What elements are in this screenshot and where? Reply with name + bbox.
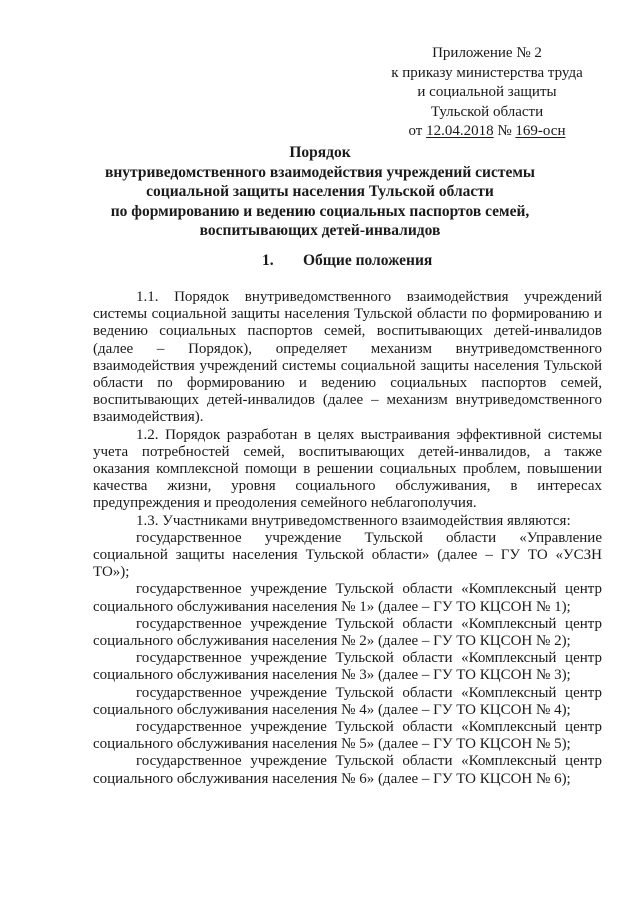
- appendix-title: Приложение № 2: [432, 45, 542, 61]
- title-line-4: по формированию и ведению социальных паспортов семей,: [110, 202, 530, 220]
- appendix-date-line: [372, 122, 602, 142]
- participant-item: государственное учреждение Тульской области «Комплексный центр социального обслуживания населения № 5» (далее – ГУ ТО КЦСОН № 5);: [93, 719, 602, 753]
- paragraph-1-3: 1.3. Участниками внутриведомственного взаимодействия являются:: [136, 512, 571, 529]
- document-body: [93, 289, 602, 788]
- order-date: 12.04.2018: [426, 123, 494, 139]
- participant-item: государственное учреждение Тульской области «Управление социальной защиты населения Тульской области» (далее – ГУ ТО «УСЗН ТО»);: [93, 529, 602, 581]
- title-line-2: внутриведомственного взаимодействия учреждений системы: [104, 163, 536, 181]
- participant-item: государственное учреждение Тульской области «Комплексный центр социального обслуживания населения № 6» (далее – ГУ ТО КЦСОН № 6);: [93, 753, 602, 787]
- date-prefix: от: [408, 123, 427, 139]
- participant-item: государственное учреждение Тульской области «Комплексный центр социального обслуживания населения № 3» (далее – ГУ ТО КЦСОН № 3);: [93, 650, 602, 684]
- participant-item: государственное учреждение Тульской области «Комплексный центр социального обслуживания населения № 2» (далее – ГУ ТО КЦСОН № 2);: [93, 615, 602, 650]
- section-number: 1.: [262, 252, 274, 269]
- order-number: 169-осн: [515, 123, 566, 139]
- paragraph-1-1: 1.1. Порядок внутриведомственного взаимодействия учреждений системы социальной защиты населения Тульской области по формированию и ведению социальных паспортов семей, воспитывающих детей-инвалидов (далее – Порядок), определяет механизм внутриведомственного взаимодействия учреждений системы социальной защиты населения Тульской области по формированию и ведению социальных паспортов семей, воспитывающих детей-инвалидов (далее – механизм внутриведомственного взаимодействия).: [93, 289, 602, 426]
- document-title: [90, 143, 550, 241]
- title-line-1: Порядок: [289, 144, 351, 161]
- number-prefix: №: [493, 123, 516, 139]
- appendix-header: [372, 44, 602, 142]
- paragraph-1-2: 1.2. Порядок разработан в целях выстраивания эффективной системы учета потребностей семей, воспитывающих детей-инвалидов, а также оказания комплексной помощи в решении социальных проблем, повышении качества жизни, уровня социального обслуживания, в интересах предупреждения и преодоления семейного неблагополучия.: [93, 426, 602, 512]
- participant-item: государственное учреждение Тульской области «Комплексный центр социального обслуживания населения № 1» (далее – ГУ ТО КЦСОН № 1);: [93, 581, 602, 615]
- appendix-order-line: к приказу министерства труда: [391, 64, 583, 81]
- section-name: Общие положения: [303, 252, 433, 269]
- participant-item: государственное учреждение Тульской области «Комплексный центр социального обслуживания населения № 4» (далее – ГУ ТО КЦСОН № 4);: [93, 684, 602, 718]
- title-line-5: воспитывающих детей-инвалидов: [199, 222, 441, 239]
- appendix-region-line: Тульской области: [430, 103, 544, 120]
- appendix-ministry-line: и социальной защиты: [417, 84, 557, 100]
- title-line-3: социальной защиты населения Тульской области: [146, 183, 494, 200]
